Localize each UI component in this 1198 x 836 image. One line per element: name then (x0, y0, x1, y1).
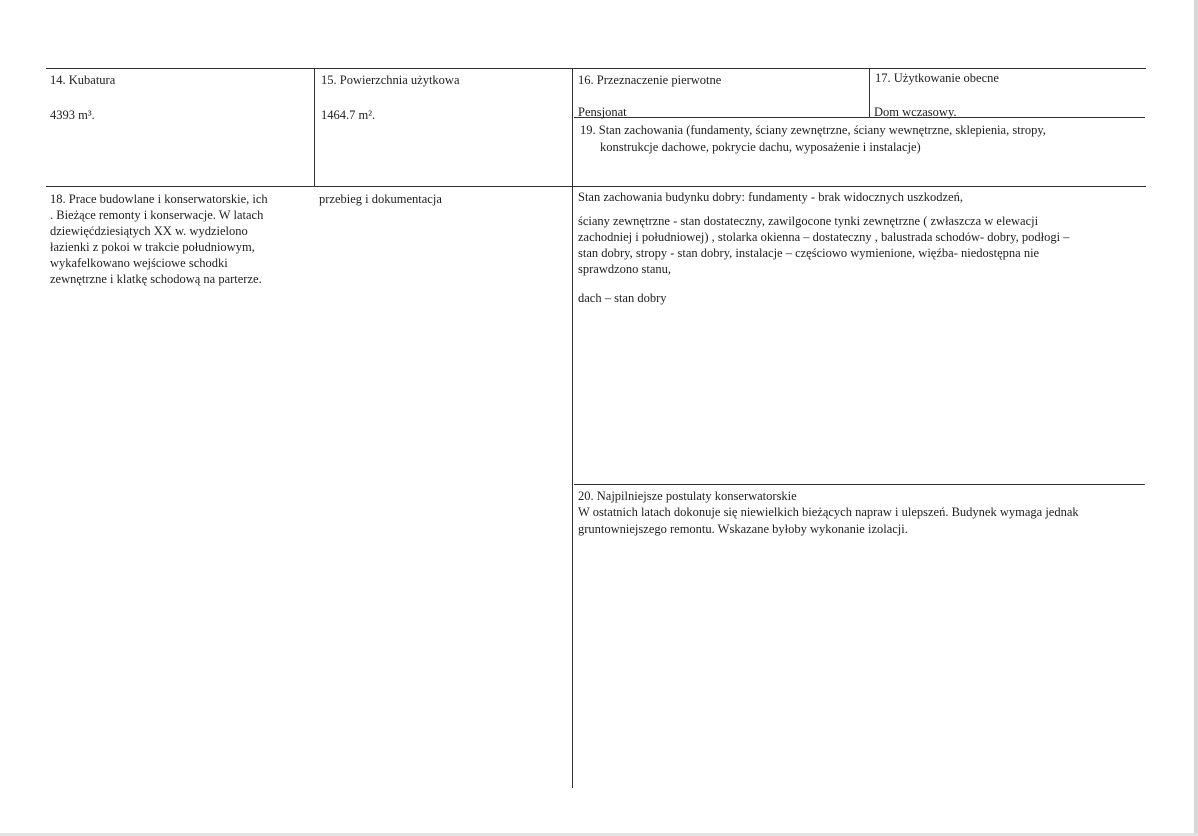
field-15-label: 15. Powierzchnia użytkowa (321, 73, 460, 87)
scan-edge-shadow (1194, 0, 1198, 836)
field-18-line: zewnętrzne i klatkę schodową na parterze. (50, 272, 262, 286)
field-14-value: 4393 m³. (50, 108, 95, 122)
field-19-paragraph-3: dach – stan dobry (578, 291, 667, 305)
field-19-paragraph-1: Stan zachowania budynku dobry: fundamenty - brak widocznych uszkodzeń, (578, 190, 963, 204)
field-18-line: . Bieżące remonty i konserwacje. W latach (50, 208, 264, 222)
field-18-line: wykafelkowano wejściowe schodki (50, 256, 228, 270)
field-18-label-col2: przebieg i dokumentacja (319, 192, 442, 206)
col-divider-17 (869, 68, 870, 117)
field-17-label: 17. Użytkowanie obecne (875, 71, 999, 85)
section20-top-border (574, 484, 1145, 485)
row1-divider-right (574, 117, 1145, 118)
field-14-label: 14. Kubatura (50, 73, 116, 87)
field-15-value: 1464.7 m². (321, 108, 376, 122)
field-19-label-line2: konstrukcje dachowe, pokrycie dachu, wyposażenie i instalacje) (600, 140, 921, 154)
field-19-paragraph-2-line: ściany zewnętrzne - stan dostateczny, zawilgocone tynki zewnętrzne ( zwłaszcza w elewacji (578, 214, 1039, 228)
field-19-label-line1: 19. Stan zachowania (fundamenty, ściany zewnętrzne, ściany wewnętrzne, sklepienia, stropy, (580, 123, 1046, 137)
field-20-line: W ostatnich latach dokonuje się niewielkich bieżących napraw i ulepszeń. Budynek wymaga jednak (578, 505, 1079, 519)
field-16-value: Pensjonat (578, 105, 627, 119)
row1-bottom-border (46, 186, 1146, 187)
field-16-label: 16. Przeznaczenie pierwotne (578, 73, 722, 87)
field-18-line: dziewięćdziesiątych XX w. wydzielono (50, 224, 248, 238)
field-20-line: gruntowniejszego remontu. Wskazane byłoby wykonanie izolacji. (578, 522, 908, 536)
col-divider-15 (314, 68, 315, 186)
field-19-paragraph-2-line: sprawdzono stanu, (578, 262, 672, 276)
table-top-border (46, 68, 1146, 69)
field-20-label: 20. Najpilniejsze postulaty konserwatorskie (578, 489, 797, 503)
col-divider-16 (572, 68, 573, 788)
field-18-label-col1: 18. Prace budowlane i konserwatorskie, ich (50, 192, 268, 206)
field-17-value: Dom wczasowy. (874, 105, 957, 119)
field-19-paragraph-2-line: stan dobry, stropy - stan dobry, instalacje – częściowo wymienione, więźba- niedostępna nie (578, 246, 1040, 260)
field-19-paragraph-2-line: zachodniej i południowej) , stolarka okienna – dostateczny , balustrada schodów- dobry, podłogi – (578, 230, 1070, 244)
field-18-line: łazienki z pokoi w trakcie południowym, (50, 240, 255, 254)
